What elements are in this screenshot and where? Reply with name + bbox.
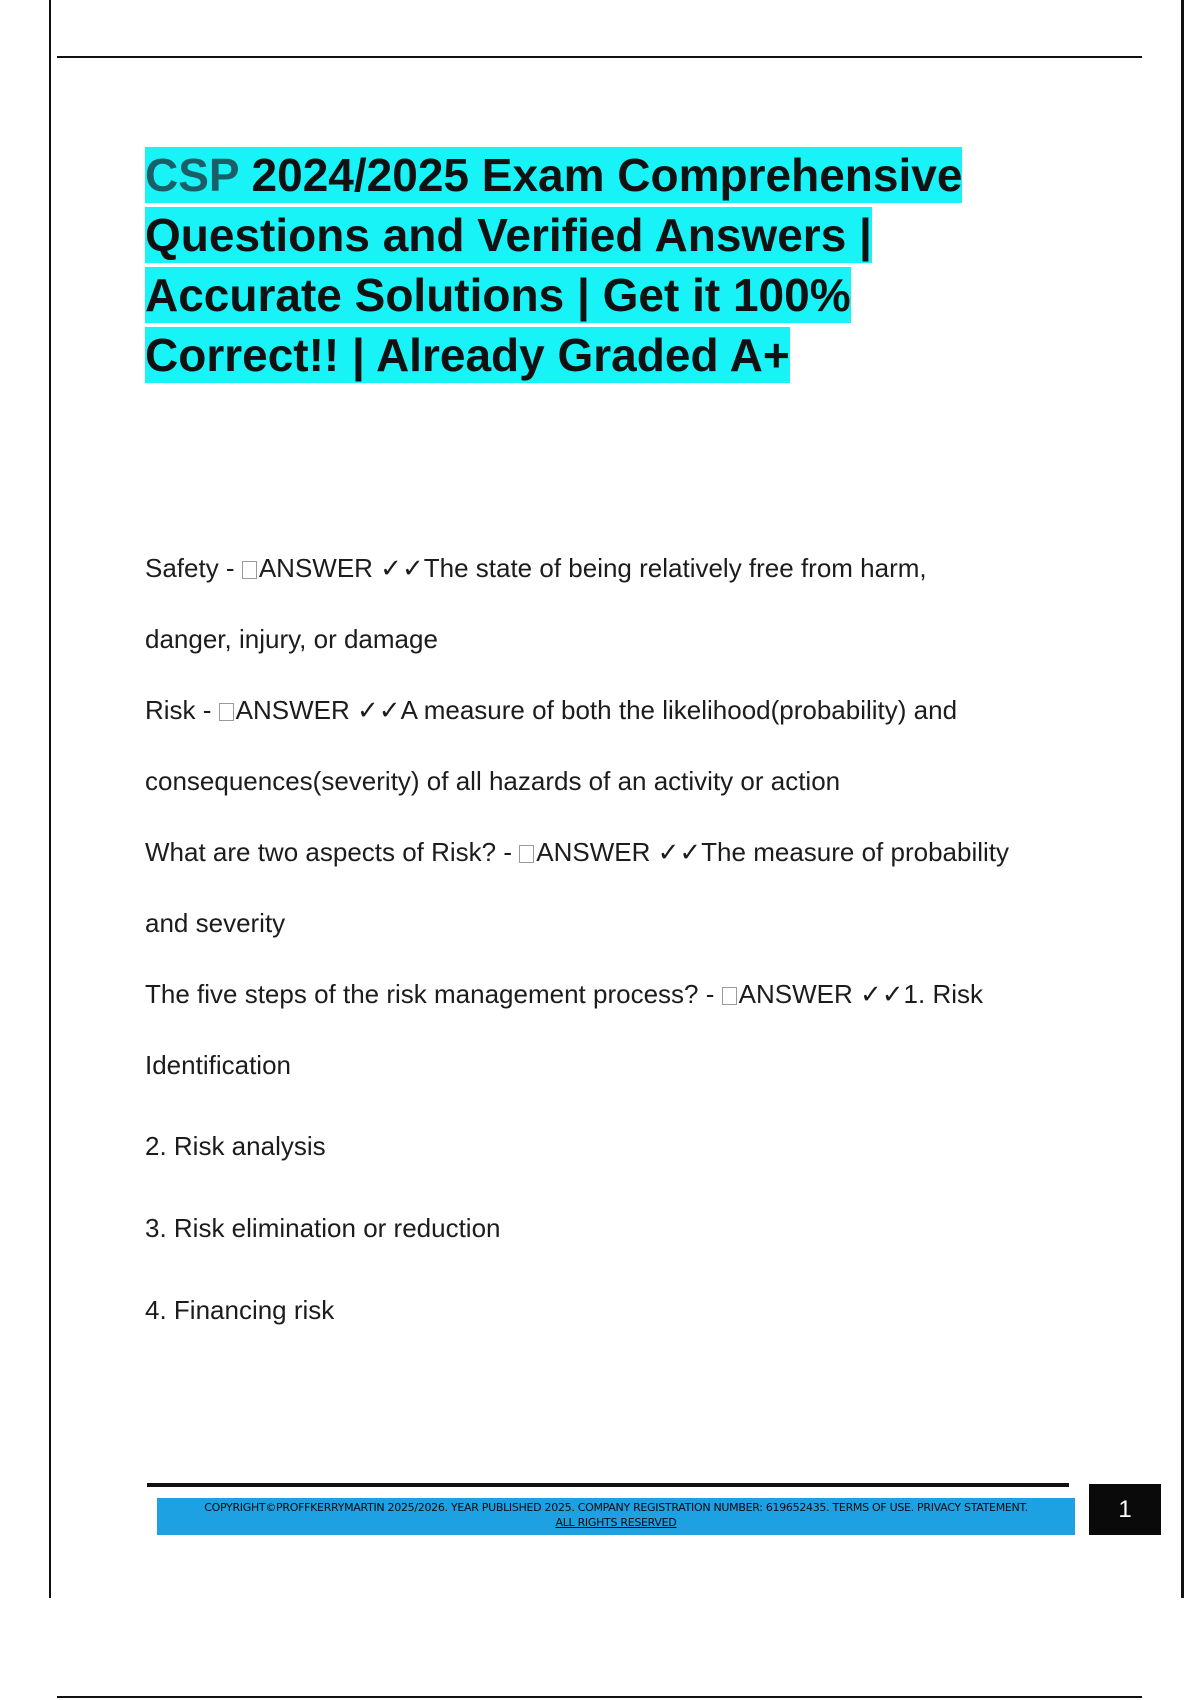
missing-glyph-box-icon [519,845,534,863]
qa-1-line-1 [145,553,1105,583]
list-item: 3. Risk elimination or reduction [145,1213,501,1243]
question-text: Safety - [145,553,242,583]
qa-list [145,553,1105,1325]
qa-3-line-2: and severity [145,908,286,938]
footer-rule [147,1483,1069,1487]
title-line-3: Accurate Solutions | Get it 100% [145,269,851,321]
answer-text: The state of being relatively free from harm, [423,553,927,583]
qa-4-line-1 [145,979,1105,1009]
answer-marker: ANSWER ✓✓ [235,695,401,725]
page-number: 1 [1089,1484,1161,1535]
right-border-rule [1181,0,1184,1598]
question-text: Risk - [145,695,219,725]
missing-glyph-box-icon [242,561,257,579]
left-border-rule [49,0,51,1598]
page-bottom-rule [57,1696,1142,1698]
qa-2-line-2: consequences(severity) of all hazards of an activity or action [145,766,841,796]
qa-3-line-1 [145,837,1105,867]
answer-text: A measure of both the likelihood(probability) and [400,695,958,725]
qa-1-line-2: danger, injury, or damage [145,624,438,654]
header-rule [57,56,1142,58]
answer-text: 1. Risk [903,979,983,1009]
title-line-4: Correct!! | Already Graded A+ [145,329,790,381]
answer-marker: ANSWER ✓✓ [258,553,424,583]
footer-copyright [157,1500,1075,1530]
title-line-1-text: 2024/2025 Exam Comprehensive [238,149,963,201]
question-text: The five steps of the risk management process? - [145,979,722,1009]
missing-glyph-box-icon [722,987,737,1005]
answer-marker: ANSWER ✓✓ [738,979,904,1009]
title-acronym: CSP [145,149,239,201]
list-item: 4. Financing risk [145,1295,335,1325]
copyright-line-2: ALL RIGHTS RESERVED [555,1516,677,1529]
answer-marker: ANSWER ✓✓ [536,837,702,867]
answer-text: The measure of probability [701,837,1009,867]
list-item: 2. Risk analysis [145,1131,326,1161]
document-title [145,145,1045,385]
qa-2-line-1 [145,695,1105,725]
title-line-2: Questions and Verified Answers | [145,209,872,261]
qa-content [145,553,1105,1325]
copyright-line-1: COPYRIGHT©PROFFKERRYMARTIN 2025/2026. YEAR PUBLISHED 2025. COMPANY REGISTRATION NUMBER: 619652435. TERMS OF USE. PRIVACY STATEMENT. [204,1501,1028,1514]
title-line-1 [145,147,962,203]
qa-4-line-2: Identification [145,1050,291,1080]
missing-glyph-box-icon [219,703,234,721]
question-text: What are two aspects of Risk? - [145,837,520,867]
